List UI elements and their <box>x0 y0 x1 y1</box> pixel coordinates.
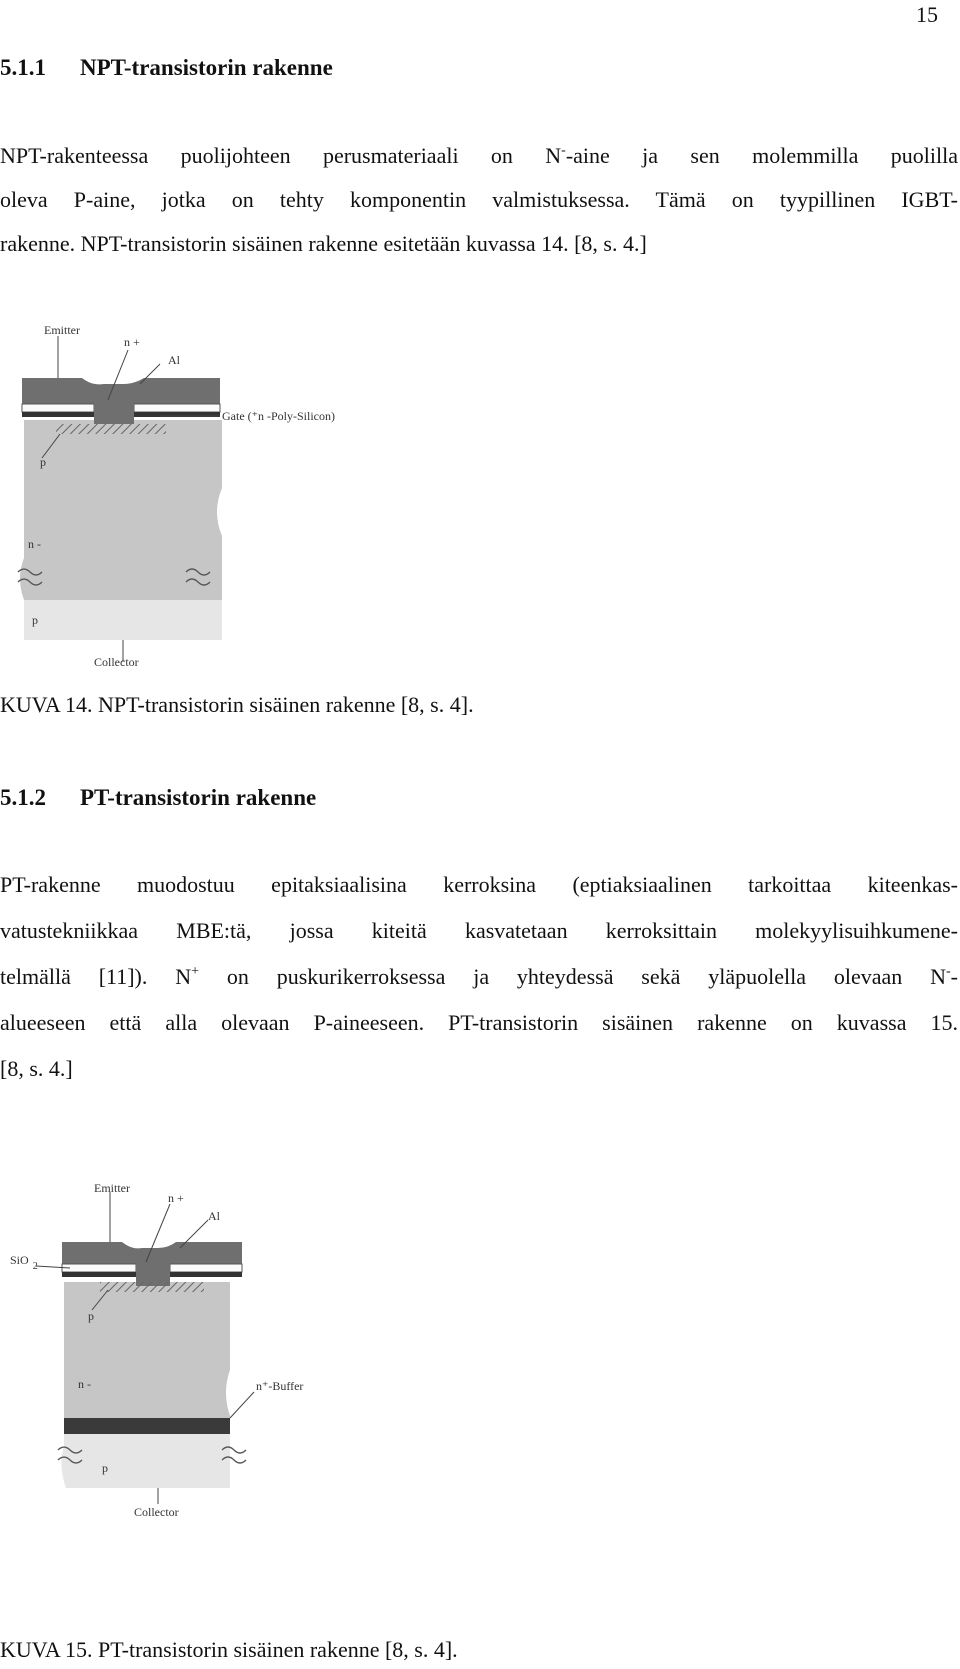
section-number: 5.1.2 <box>0 785 46 810</box>
label-p-collector: p <box>102 1461 108 1475</box>
label-n-plus-buffer: n⁺-Buffer <box>256 1379 304 1393</box>
n-minus-region <box>64 1282 230 1418</box>
p-body-hatch <box>100 1282 204 1292</box>
label-al: Al <box>168 353 180 367</box>
label-n-minus: n - <box>78 1377 91 1391</box>
n-plus-buffer-layer <box>64 1418 230 1434</box>
gate-poly-left <box>22 412 94 417</box>
gate-poly-left <box>62 1272 136 1277</box>
page-number: 15 <box>916 2 938 27</box>
oxide-right <box>170 1264 242 1272</box>
section-heading-pt <box>0 785 316 811</box>
pt-structure-diagram <box>0 1170 400 1540</box>
figure-15-caption: KUVA 15. PT-transistorin sisäinen rakenne [8, s. 4]. <box>0 1637 458 1662</box>
paragraph-line: [8, s. 4.] <box>0 1056 73 1081</box>
oxide-right <box>134 404 220 412</box>
label-p-body: p <box>88 1309 94 1323</box>
label-collector: Collector <box>134 1505 179 1519</box>
label-emitter: Emitter <box>44 323 80 337</box>
paragraph-line: oleva P-aine, jotka on tehty komponentin valmistuksessa. Tämä on tyypillinen IGBT- <box>0 187 958 212</box>
label-p-collector: p <box>32 613 38 627</box>
label-gate: Gate (⁺n -Poly-Silicon) <box>222 409 335 423</box>
npt-structure-diagram <box>0 300 400 680</box>
emitter-contact <box>94 400 134 424</box>
oxide-left <box>22 404 94 412</box>
paragraph-line: NPT-rakenteessa puolijohteen perusmateriaali on N--aine ja sen molemmilla puolilla <box>0 143 958 168</box>
gate-poly-right <box>170 1272 242 1277</box>
paragraph-line: alueeseen että alla olevaan P-aineeseen. PT-transistorin sisäinen rakenne on kuvassa 15. <box>0 1010 958 1035</box>
label-sio2: SiO $_2$ <box>10 1253 38 1272</box>
section-heading-npt <box>0 55 333 81</box>
section-number: 5.1.1 <box>0 55 46 80</box>
section-title: NPT-transistorin rakenne <box>80 55 333 80</box>
label-n-plus: n + <box>168 1191 184 1205</box>
section-title: PT-transistorin rakenne <box>80 785 317 810</box>
oxide-left <box>62 1264 136 1272</box>
label-n-plus: n + <box>124 335 140 349</box>
label-emitter: Emitter <box>94 1181 130 1195</box>
paragraph-line: vatustekniikkaa MBE:tä, jossa kiteitä kasvatetaan kerroksittain molekyylisuihkumene- <box>0 918 958 943</box>
paragraph-line: rakenne. NPT-transistorin sisäinen rakenne esitetään kuvassa 14. [8, s. 4.] <box>0 231 647 256</box>
label-n-minus: n - <box>28 537 41 551</box>
p-body-hatch <box>56 424 166 434</box>
label-al: Al <box>208 1209 220 1223</box>
figure-14-caption: KUVA 14. NPT-transistorin sisäinen rakenne [8, s. 4]. <box>0 692 474 717</box>
paragraph-line: telmällä [11]). N+ on puskurikerroksessa ja yhteydessä sekä yläpuolella olevaan N-- <box>0 964 958 989</box>
p-collector-layer <box>24 600 222 640</box>
label-collector: Collector <box>94 655 139 669</box>
label-p-body: p <box>40 455 46 469</box>
paragraph-line: PT-rakenne muodostuu epitaksiaalisina kerroksina (eptiaksiaalinen tarkoittaa kiteenkas- <box>0 872 958 897</box>
p-collector-layer <box>61 1434 230 1488</box>
